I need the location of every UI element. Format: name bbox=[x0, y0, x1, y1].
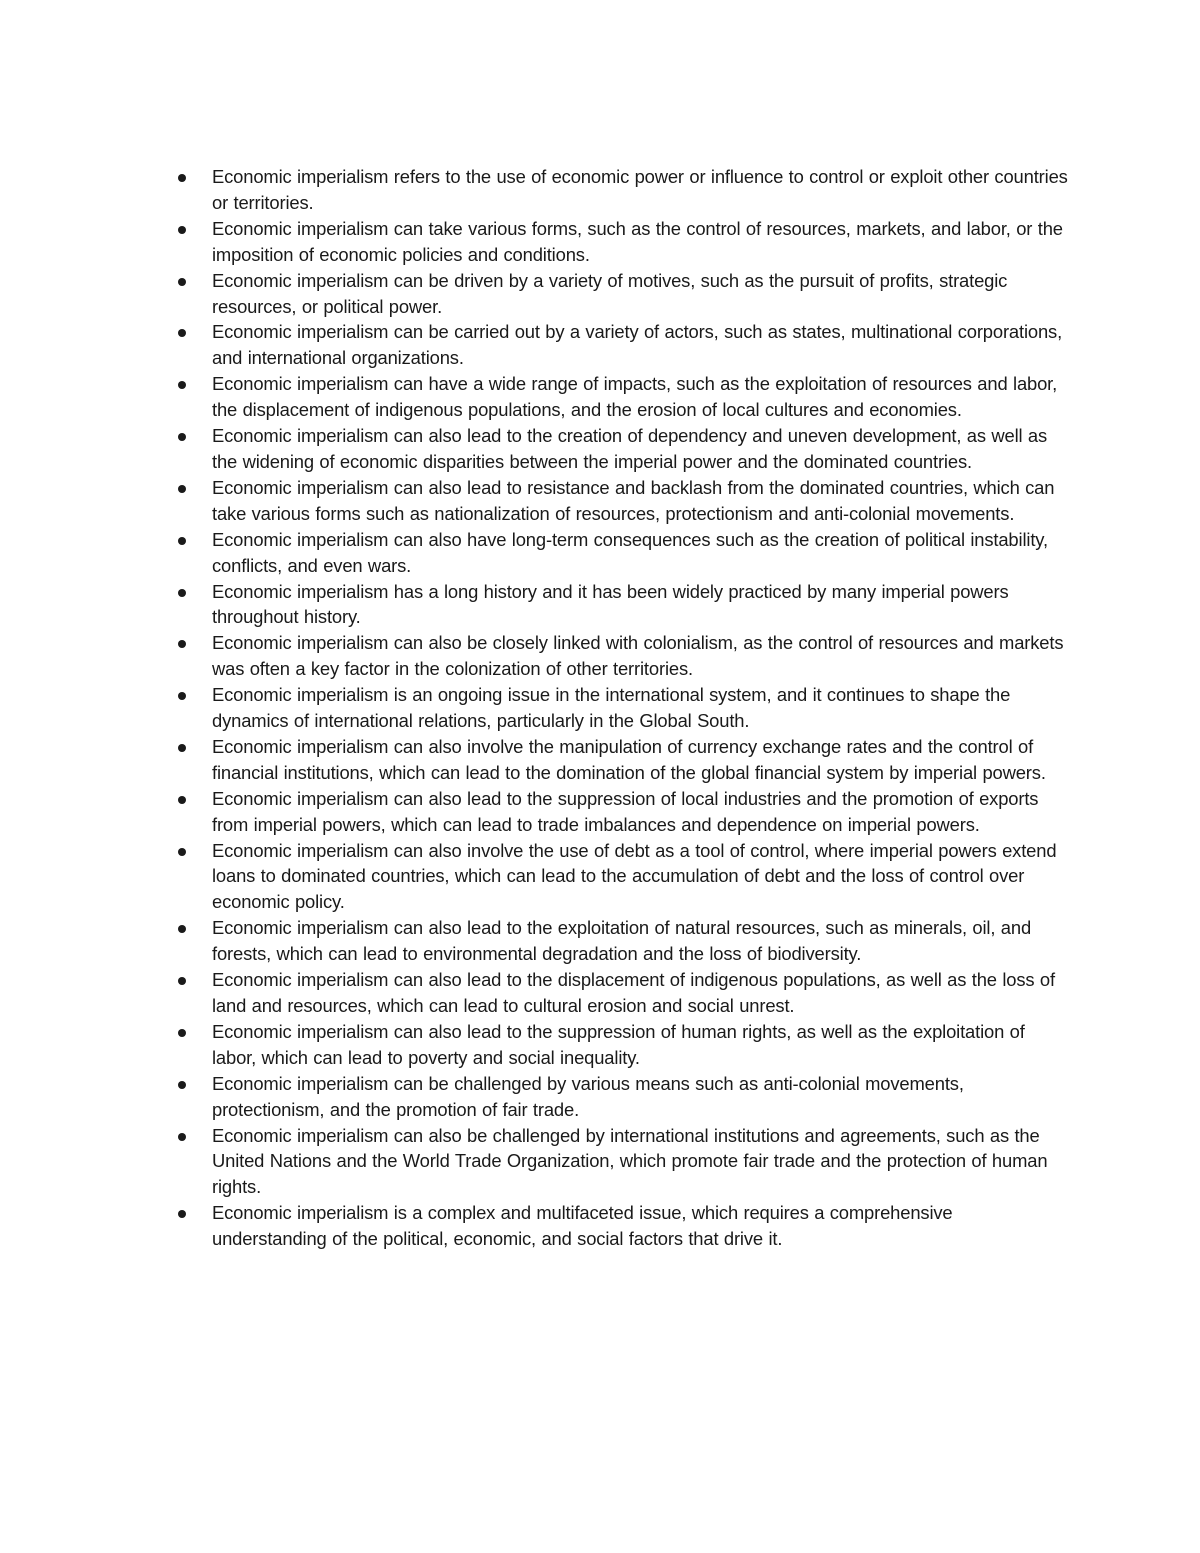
bullet-icon bbox=[178, 692, 186, 700]
list-item bbox=[172, 527, 1072, 579]
list-item bbox=[172, 319, 1072, 371]
bullet-icon bbox=[178, 433, 186, 441]
bullet-icon bbox=[178, 796, 186, 804]
list-item bbox=[172, 475, 1072, 527]
list-item bbox=[172, 1019, 1072, 1071]
list-item-text: Economic imperialism can also be challenged by international institutions and agreements, such as the United Nations and the World Trade Organization, which promote fair trade and the protection of human rights. bbox=[212, 1124, 1048, 1198]
list-item-text: Economic imperialism is an ongoing issue in the international system, and it continues to shape the dynamics of international relations, particularly in the Global South. bbox=[212, 684, 1011, 732]
list-item-text: Economic imperialism can also involve the use of debt as a tool of control, where imperial powers extend loans to dominated countries, which can lead to the accumulation of debt and the loss of control over economic policy. bbox=[212, 839, 1057, 913]
bullet-icon bbox=[178, 977, 186, 985]
list-item-text: Economic imperialism can also involve the manipulation of currency exchange rates and the control of financial institutions, which can lead to the domination of the global financial system by imperial powers. bbox=[212, 735, 1046, 783]
list-item bbox=[172, 967, 1072, 1019]
bullet-icon bbox=[178, 278, 186, 286]
list-item-text: Economic imperialism can be carried out by a variety of actors, such as states, multinational corporations, and international organizations. bbox=[212, 321, 1063, 369]
bullet-icon bbox=[178, 589, 186, 597]
list-item-text: Economic imperialism can also lead to the exploitation of natural resources, such as minerals, oil, and forests, which can lead to environmental degradation and the loss of biodiversity. bbox=[212, 917, 1032, 965]
bullet-icon bbox=[178, 329, 186, 337]
list-item-text: Economic imperialism can also have long-term consequences such as the creation of political instability, conflicts, and even wars. bbox=[212, 528, 1048, 576]
list-item bbox=[172, 786, 1072, 838]
list-item bbox=[172, 838, 1072, 916]
bullet-list bbox=[172, 164, 1072, 1252]
bullet-icon bbox=[178, 226, 186, 234]
list-item-text: Economic imperialism can also lead to the suppression of human rights, as well as the exploitation of labor, which can lead to poverty and social inequality. bbox=[212, 1020, 1025, 1068]
bullet-icon bbox=[178, 537, 186, 545]
bullet-icon bbox=[178, 381, 186, 389]
list-item-text: Economic imperialism can also lead to resistance and backlash from the dominated countries, which can take various forms such as nationalization of resources, protectionism and anti-colonial movements. bbox=[212, 476, 1055, 524]
list-item-text: Economic imperialism has a long history and it has been widely practiced by many imperial powers throughout history. bbox=[212, 580, 1009, 628]
list-item-text: Economic imperialism can also be closely linked with colonialism, as the control of resources and markets was often a key factor in the colonization of other territories. bbox=[212, 632, 1064, 680]
list-item-text: Economic imperialism can also lead to the creation of dependency and uneven development, as well as the widening of economic disparities between the imperial power and the dominated countries. bbox=[212, 425, 1048, 472]
list-item-text: Economic imperialism refers to the use of economic power or influence to control or exploit other countries or territories. bbox=[212, 166, 1068, 213]
bullet-icon bbox=[178, 1210, 186, 1218]
list-item bbox=[172, 734, 1072, 786]
bullet-icon bbox=[178, 744, 186, 752]
list-item-text: Economic imperialism can be driven by a variety of motives, such as the pursuit of profits, strategic resources, or political power. bbox=[212, 269, 1008, 317]
list-item bbox=[172, 1071, 1072, 1123]
list-item bbox=[172, 371, 1072, 423]
list-item-text: Economic imperialism is a complex and multifaceted issue, which requires a comprehensive understanding of the political, economic, and social factors that drive it. bbox=[212, 1202, 953, 1250]
list-item bbox=[172, 216, 1072, 268]
list-item-text: Economic imperialism can have a wide range of impacts, such as the exploitation of resources and labor, the displacement of indigenous populations, and the erosion of local cultures and economies. bbox=[212, 373, 1058, 421]
bullet-icon bbox=[178, 174, 186, 182]
list-item bbox=[172, 268, 1072, 320]
list-item bbox=[172, 579, 1072, 631]
list-item bbox=[172, 164, 1072, 216]
bullet-icon bbox=[178, 1029, 186, 1037]
list-item-text: Economic imperialism can be challenged by various means such as anti-colonial movements, protectionism, and the promotion of fair trade. bbox=[212, 1072, 964, 1120]
list-item bbox=[172, 1123, 1072, 1201]
list-item bbox=[172, 630, 1072, 682]
list-item-text: Economic imperialism can also lead to the displacement of indigenous populations, as well as the loss of land and resources, which can lead to cultural erosion and social unrest. bbox=[212, 969, 1055, 1016]
bullet-icon bbox=[178, 1081, 186, 1089]
list-item bbox=[172, 423, 1072, 475]
list-item-text: Economic imperialism can also lead to the suppression of local industries and the promotion of exports from imperial powers, which can lead to trade imbalances and dependence on imperial powers. bbox=[212, 787, 1039, 835]
bullet-icon bbox=[178, 925, 186, 933]
list-item bbox=[172, 915, 1072, 967]
bullet-icon bbox=[178, 485, 186, 493]
list-item-text: Economic imperialism can take various forms, such as the control of resources, markets, and labor, or the imposition of economic policies and conditions. bbox=[212, 217, 1063, 265]
list-item bbox=[172, 682, 1072, 734]
list-item bbox=[172, 1200, 1072, 1252]
bullet-icon bbox=[178, 640, 186, 648]
bullet-icon bbox=[178, 848, 186, 856]
bullet-icon bbox=[178, 1133, 186, 1141]
